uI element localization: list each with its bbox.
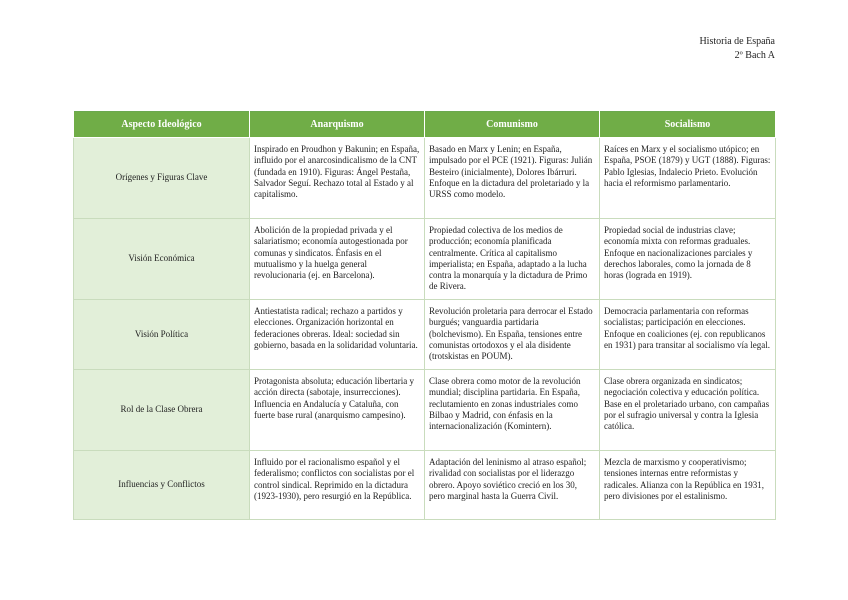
row-aspect-cell: Rol de la Clase Obrera (74, 370, 250, 451)
column-header-anarquismo: Anarquismo (250, 112, 425, 138)
comunismo-cell: Propiedad colectiva de los medios de producción; economía planificada centralmente. Crítica al capitalismo imperialista; en España, adaptado a la lucha contra la monarquía y la dictadura de Primo de Rivera. (425, 219, 600, 300)
table-row (74, 138, 776, 219)
comparison-table-container (73, 111, 775, 520)
row-aspect-cell: Visión Política (74, 300, 250, 370)
anarquismo-cell: Inspirado en Proudhon y Bakunin; en España, influido por el anarcosindicalismo de la CNT (fundada en 1910). Figuras: Ángel Pestaña, Salvador Seguí. Rechazo total al Estado y al capitalismo. (250, 138, 425, 219)
socialismo-cell: Clase obrera organizada en sindicatos; negociación colectiva y educación política. Base en el proletariado urbano, con campañas por el sufragio universal y contra la Iglesia católica. (600, 370, 776, 451)
comunismo-cell: Basado en Marx y Lenin; en España, impulsado por el PCE (1921). Figuras: Julián Besteiro (inicialmente), Dolores Ibárruri. Enfoque en la dictadura del proletariado y la URSS como modelo. (425, 138, 600, 219)
socialismo-cell: Propiedad social de industrias clave; economía mixta con reformas graduales. Enfoque en nacionalizaciones parciales y derechos laborales, como la jornada de 8 horas (lograda en 1919). (600, 219, 776, 300)
row-aspect-cell: Influencias y Conflictos (74, 451, 250, 520)
course-label: 2º Bach A (734, 50, 775, 61)
table-row (74, 219, 776, 300)
socialismo-cell: Mezcla de marxismo y cooperativismo; tensiones internas entre reformistas y radicales. Alianza con la República en 1931, pero divisiones por el estalinismo. (600, 451, 776, 520)
comunismo-cell: Adaptación del leninismo al atraso español; rivalidad con socialistas por el liderazgo obrero. Apoyo soviético creció en los 30, pero marginal hasta la Guerra Civil. (425, 451, 600, 520)
ideology-comparison-table (73, 111, 776, 520)
document-header (699, 35, 775, 63)
table-header-row (74, 112, 776, 138)
column-header-comunismo: Comunismo (425, 112, 600, 138)
table-row (74, 451, 776, 520)
anarquismo-cell: Abolición de la propiedad privada y el salariatismo; economía autogestionada por comunas y sindicatos. Énfasis en el mutualismo y la huelga general revolucionaria (ej. en Barcelona). (250, 219, 425, 300)
socialismo-cell: Democracia parlamentaria con reformas socialistas; participación en elecciones. Enfoque en coaliciones (ej. con republicanos en 1931) para transitar al socialismo vía legal. (600, 300, 776, 370)
column-header-socialismo: Socialismo (600, 112, 776, 138)
table-row (74, 300, 776, 370)
anarquismo-cell: Protagonista absoluta; educación libertaria y acción directa (sabotaje, insurrecciones). Influencia en Andalucía y Cataluña, con fuerte base rural (anarquismo campesino). (250, 370, 425, 451)
row-aspect-cell: Visión Económica (74, 219, 250, 300)
socialismo-cell: Raíces en Marx y el socialismo utópico; en España, PSOE (1879) y UGT (1888). Figuras: Pablo Iglesias, Indalecio Prieto. Evolución hacia el reformismo parlamentario. (600, 138, 776, 219)
row-aspect-cell: Orígenes y Figuras Clave (74, 138, 250, 219)
anarquismo-cell: Antiestatista radical; rechazo a partidos y elecciones. Organización horizontal en federaciones obreras. Ideal: sociedad sin gobierno, basada en la solidaridad voluntaria. (250, 300, 425, 370)
column-header-aspect: Aspecto Ideológico (74, 112, 250, 138)
comunismo-cell: Clase obrera como motor de la revolución mundial; disciplina partidaria. En España, reclutamiento en zonas industriales como Bilbao y Madrid, con énfasis en la internacionalización (Komintern). (425, 370, 600, 451)
anarquismo-cell: Influido por el racionalismo español y el federalismo; conflictos con socialistas por el control sindical. Reprimido en la dictadura (1923-1930), pero resurgió en la República. (250, 451, 425, 520)
comunismo-cell: Revolución proletaria para derrocar el Estado burgués; vanguardia partidaria (bolchevismo). En España, tensiones entre comunistas ortodoxos y el ala disidente (trotskistas en POUM). (425, 300, 600, 370)
subject-title: Historia de España (699, 36, 775, 47)
table-row (74, 370, 776, 451)
